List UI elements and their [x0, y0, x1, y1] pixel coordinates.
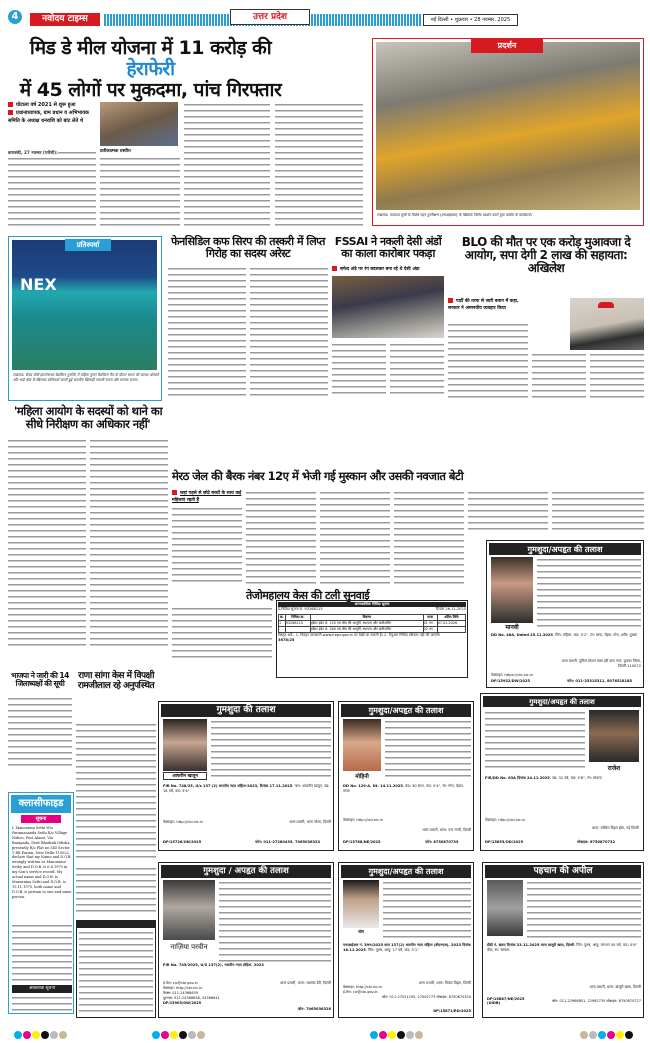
eggs-photo [332, 276, 444, 338]
small-notice [76, 920, 156, 1018]
eggs-text-col1 [332, 342, 386, 396]
protest-photo-frame [372, 38, 644, 226]
lead-text-col2 [100, 156, 180, 230]
classified-footer-title: आवश्यक सूचना [12, 985, 72, 993]
lead-headline: मिड डे मील योजना में 11 करोड़ की हेराफेरी में 45 लोगों पर मुकदमा, पांच गिरफ्तार [19, 37, 282, 101]
nazia-photo [163, 880, 215, 940]
rana-text-col2 [76, 866, 156, 916]
cmyk-registration-mid2 [370, 1024, 424, 1043]
missing-notice-manvi: गुमशुदा/अपहृत की तलाश मानवी DD No. 48A, Dated 25.11.2025. लिंग: महिला, कद: 5'2", रंग: साफ, चेहरा: गोल, शरीर: दुबला थाना प्रभारी, पुलिस स्टेशन बाबा हरी दास नगर, द्वारका जिला, दिल्ली-110072 वेबसाइट: https://cbi.nic.in DP/15932/DW/2025 फोन: 011-25315311, 8076518185 [486, 540, 644, 688]
lead-text-col4 [275, 102, 363, 230]
missing-notice-vansh: गुमशुदा/अपहृत की तलाश वंश एफआईआर नं. 599/2025 धारा 137(2) भारतीय न्याय संहिता (बीएनएस), 2023 दिनांक 18.11.2025. लिंग: पुरुष, आयु: 17 वर्ष, कद: 5'1" वेबसाइट: http://cbi.nic.in ई-मेल: cic@cbi.gov.in थाना प्रभारी, थाना: विजय विहार, दिल्ली फोन: 011-27521295, 27502773 मोबाइल: 8750870329 DP/15871/RD/2025 [338, 862, 474, 1018]
meerut-text-col2 [246, 490, 316, 586]
eggs-subhead: सफेद अंडे पर रंग बदलकर बना रहे थे देसी अंडा [332, 266, 444, 272]
meerut-subhead: जहां पहले से छोटे बच्चों के साथ कई महिलाएं रहती हैं [172, 491, 242, 503]
tejo-headline: तेजोमहालय केस की टली सुनवाई [246, 589, 370, 602]
aafreen-photo [163, 719, 207, 771]
mohini-photo [343, 719, 381, 771]
unidentified-person-photo [487, 880, 523, 936]
section-label: उत्तर प्रदेश [230, 9, 310, 25]
eggs-text-col2 [390, 342, 444, 396]
meerut-text-col5 [468, 490, 548, 530]
akhilesh-photo [570, 298, 644, 350]
blo-text-col1 [448, 322, 528, 402]
lead-text-col3 [184, 102, 270, 230]
tender-table: क्र. निविदा क्र. विवरण मात्रा अंतिम तिथि 1 93268115 इंडेंटर इंडेंट सं. 125 एम बीम की आपूर्ति, स्थापना और कमीशनिंग 01 नग 07.01.2026 इंडेंटर इंडेंट सं. 260 एम बीम की आपूर्ति, स्थापना और कमीशनिंग 02 नग [278, 614, 466, 633]
sports-caption: लखनऊ: सैयद मोदी इंटरनेशनल बैडमिंटन टूर्नामेंट में महिला युगल बैडमिंटन मैच के दौरान भारत की काव्या ओम्बले और भाई श्रेया के खिलाफ प्रतिस्पर्धा करती हुई भारतीय खिलाड़ी पायली राजन और मानसा राजन। [13, 373, 159, 383]
mahila-text-col2 [90, 438, 168, 648]
tender-notice: अल्पकालिक निविदा सूचना ई-निविदा सूचना सं. 93268115 दिनांक 26.11.2025 क्र. निविदा क्र. विवरण मात्रा अंतिम तिथि 1 93268115 इंडेंटर इंडेंट सं. 125 एम बीम की आपूर्ति, स्थापना और कमीशनिंग 01 नग 07.01.2026 इंडेंटर इंडेंट सं. 260 एम बीम की आपूर्ति, स्थापना और कमीशनिंग 02 नग विस्तृत शर्तें:- 1. विस्तृत जानकारी www.ireps.gov.in पर देखी जा सकती है। 2. मैनुअल निविदा स्वीकार नहीं की जाएगी। 3678/25 [276, 600, 468, 678]
missing-notice-mohini: गुमशुदा/अपहृत की तलाश मोहिनी DD No. 129-A, Dt. 14.11.2025. कद: 30 साल, कद: 5'4", रंग: गोरा, चेहरा: लम्बा वेबसाइट: http://cbi.nic.in थाना प्रभारी, थाना: नन्द नगरी, दिल्ली DP/15788/NE/2025 फोन: 8750870733 [338, 701, 474, 851]
vansh-name: वंश [358, 930, 364, 935]
meerut-text-col1 [172, 506, 242, 586]
paper-name: नवोदय टाइम्स [30, 13, 100, 26]
rajesh-name: राजेश [607, 765, 621, 772]
lead-text-col1: बाराबंकी, 27 नवम्बर (एजैंसी): [8, 150, 96, 230]
midday-meal-photo [100, 102, 178, 146]
masthead [8, 6, 644, 28]
meerut-text-col3 [320, 490, 390, 586]
blo-headline: BLO की मौत पर एक करोड़ मुआवजा दे आयोग, सपा देगी 2 लाख की सहायता: अखिलेश [461, 235, 631, 276]
vansh-photo [343, 880, 379, 928]
blo-text-col2 [532, 352, 586, 402]
missing-notice-nazia: गुमशुदा / अपहृत की तलाश नाज़िया परवीन FIR No. 745/2025, U/S 137(2), भारतीय न्याय संहिता, 2023 ई-मेल: cic@cbi.gov.in वेबसाइट: http://cbi.nic.in फैक्स: 011-24368639 दूरभाष: 011-24368638, 24368641 DP/15905/OW/2025 थाना प्रभारी, थाना: भलस्वा डेरी, दिल्ली फोन: 7065036328 [158, 862, 334, 1018]
missing-notice-rajesh: गुमशुदा/अपहृत की तलाश राजेश FIR/DD No. 63A दिनांक 24.11.2025. उम्र: 32 वर्ष, कद: 5'8", रंग: सांवला वेबसाइट: http://cbi.nic.in थाना: पश्चिम विहार ईस्ट, नई दिल्ली DP/15853/OD/2025 मोबाइल: 8750870732 [480, 693, 644, 851]
classified-notice: I, Manorama Sethi W/o Paramananda Sethi R/o Village Nahoo, Post Alanti, Via Barapada, Distt Bhadrak Odisha, presently R/o Flat no 545 Sector 1 RK Puram, New Delhi-110022, declare that my Name and D.O.B. wrongly written as Manorama Sethy and D.O.B. is 6.8.1970 in my Son's service record. My actual name and D.O.B. is Manorama Sethi and D.O.B. is 15.11.1970, both name and D.O.B. is pertain to one and same person. [12, 826, 72, 899]
mohini-name: मोहिनी [355, 774, 369, 780]
cmyk-registration-left [14, 1024, 68, 1043]
identity-appeal-notice: पहचान की अपील डीडी नं. 88ए दिनांक 23.11.2025 थाना खजूरी खास, दिल्ली. लिंग: पुरुष, आयु: लगभग 50 वर्ष, कद: 5'6" फीट, रंग: सांवला थाना प्रभारी, थाना: खजूरी खास, दिल्ली DP/15887/NE/2025 (UIDB) फोन: 011-22966851, 22962735 मोबाइल: 8750870727 [482, 862, 644, 1018]
sports-photo: NEX [12, 240, 157, 370]
cmyk-registration-mid1 [152, 1024, 206, 1043]
syrup-text-col1 [168, 266, 246, 396]
dateline: नई दिल्ली • शुक्रवार • 28 नवम्बर, 2025 [423, 14, 518, 26]
meerut-text-col6 [552, 490, 644, 530]
midday-photo-caption: प्रतीकात्मक तस्वीर। [100, 149, 132, 154]
protest-photo [376, 42, 640, 210]
manvi-photo [491, 557, 533, 623]
syrup-text-col2 [250, 266, 328, 396]
sports-label: प्रतिस्पर्धा [65, 239, 111, 251]
tejo-text [172, 606, 272, 658]
lead-bullets: घोटाला वर्ष 2021 से शुरू हुआ प्रधानाध्यापक, ग्राम प्रधान व अभिभावक समिति के अध्यक्ष धनराशि को बांट लेते थे [8, 102, 89, 124]
mahila-text-col1 [8, 438, 86, 648]
classified-box [8, 792, 74, 1014]
manvi-name: मानवी [505, 624, 519, 631]
mahila-headline: 'महिला आयोग के सदस्यों को थाने का सीधे निरीक्षण का अधिकार नहीं' [13, 404, 163, 431]
sports-photo-frame [8, 236, 162, 401]
rajesh-photo [589, 710, 639, 762]
aafreen-name: आफरीन खातून [163, 772, 207, 780]
protest-label: प्रदर्शन [471, 39, 543, 53]
blo-text-col3 [590, 352, 644, 402]
eggs-headline: FSSAI ने नकली देसी अंडों का काला कारोबार पकड़ा [334, 235, 442, 261]
classified-title: क्लासीफाइड [11, 795, 71, 813]
rana-text [76, 722, 156, 862]
classified-subtitle: सूचना [21, 815, 61, 823]
missing-notice-aafreen: गुमशुदा की तलाश आफरीन खातून FIR No. 748/25, U/s 137 (2) भारतीय न्याय संहिता-2023, दिनांक 17.11.2025. नाम: आफरीन खातून, उम्र: 16 वर्ष, कद: 5'4" वेबसाइट: http://cbi.nic.in थाना प्रभारी, थाना नरेला, दिल्ली DP/15726/ON/2025 फोन: 011-27280435, 7065036323 [158, 701, 334, 851]
bjp-headline: भाजपा ने जारी की 14 जिलाध्यक्षों की सूची [11, 671, 69, 689]
blo-subhead: पार्टी की तरफ से जारी बयान में कहा, सरकार ने अमानवीय व्यवहार किया [448, 299, 519, 311]
syrup-headline: फेनसिडिल कफ सिरप की तस्करी में लिप्त गिरोह का सदस्य अरेस्ट [171, 235, 325, 261]
bjp-text [8, 696, 72, 770]
meerut-text-col4 [394, 490, 464, 586]
nazia-name: नाज़िया परवीन [170, 943, 208, 951]
cmyk-registration-right [580, 1024, 634, 1043]
meerut-headline: मेरठ जेल की बैरक नंबर 12ए में भेजी गई मुस्कान और उसकी नवजात बेटी [172, 469, 464, 483]
page-number-badge: 4 [8, 10, 22, 24]
notice-title: गुमशुदा/अपहृत की तलाश [489, 543, 641, 555]
protest-caption: लखनऊ: मतदाता सूची के विशेष गहन पुनरीक्षण (एसआईआर) के खिलाफ विरोध प्रदर्शन करते युवा कांग्रेस के कार्यकर्ता। [377, 213, 532, 217]
rana-headline: राणा सांगा केस में विपक्षी रामजीलाल रहे अनुपस्थित [77, 671, 155, 691]
tender-title: अल्पकालिक निविदा सूचना [278, 602, 466, 607]
